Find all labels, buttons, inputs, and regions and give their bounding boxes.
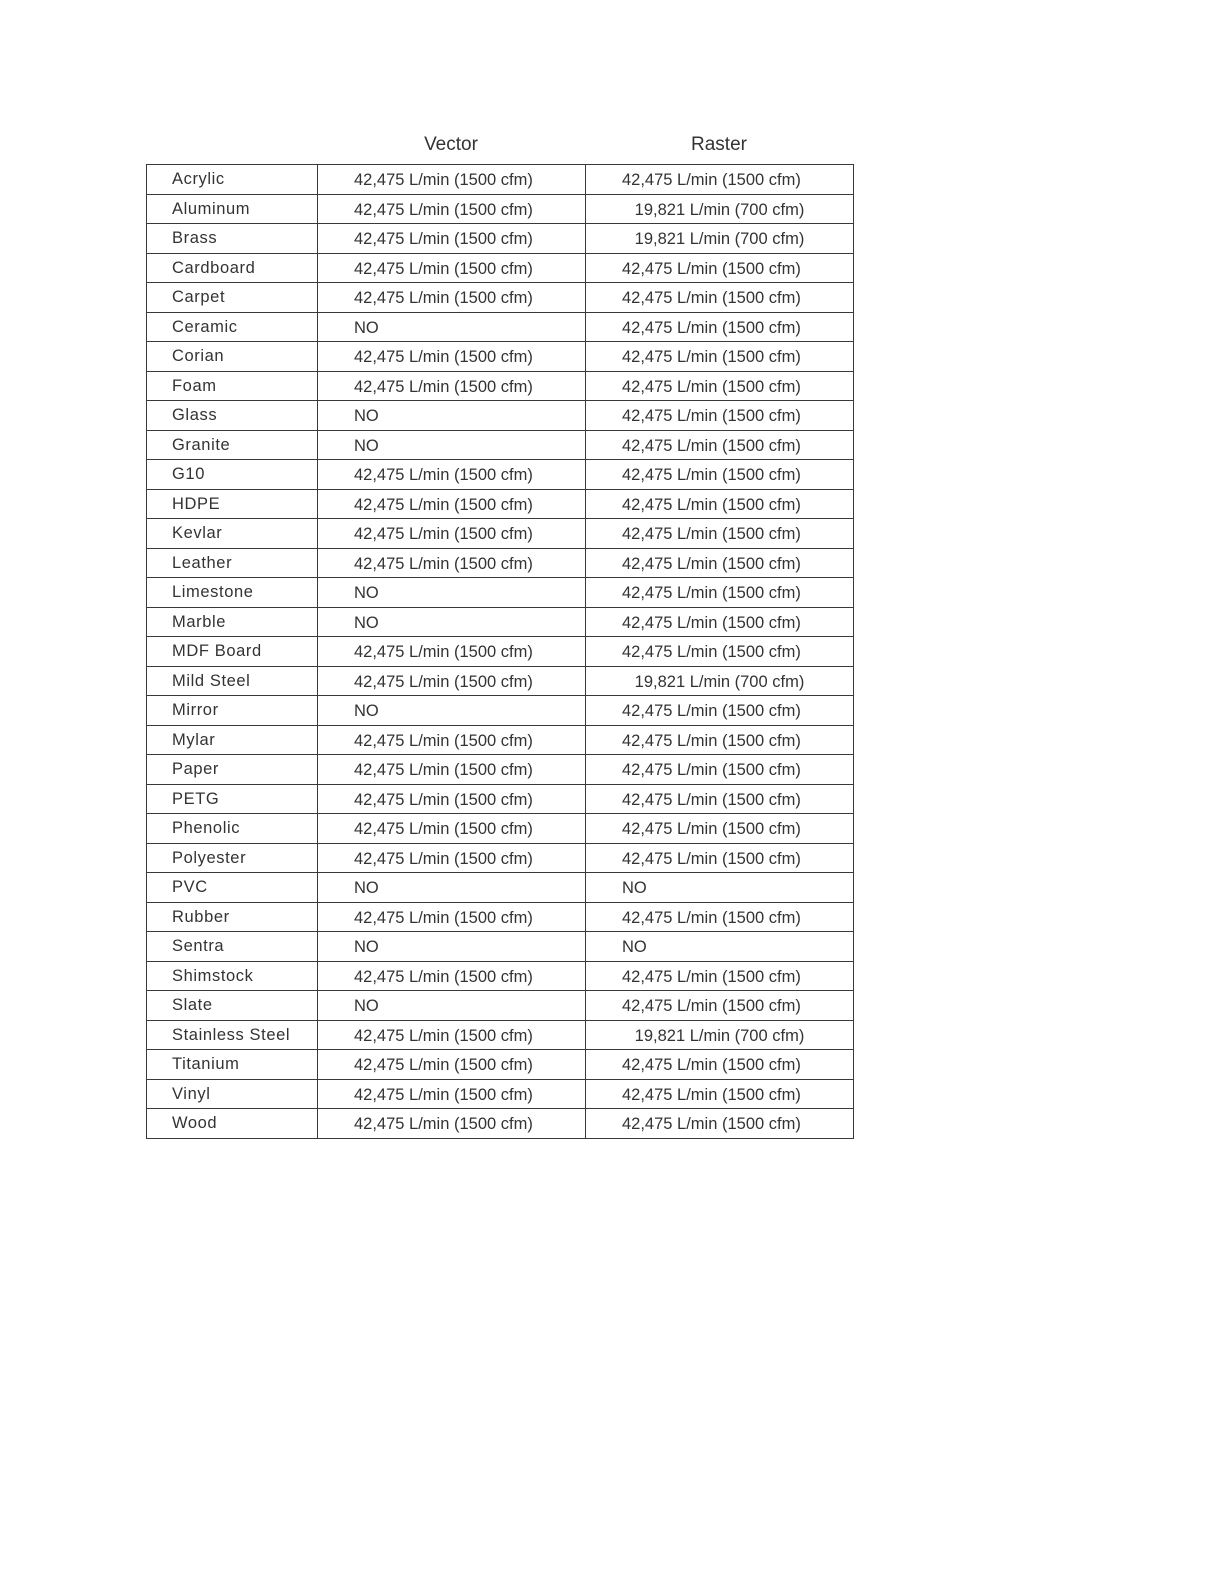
vector-cell: NO	[318, 607, 586, 637]
vector-cell: 42,475 L/min (1500 cfm)	[318, 548, 586, 578]
raster-cell: 42,475 L/min (1500 cfm)	[586, 165, 854, 195]
table-row	[147, 312, 854, 342]
table-row	[147, 1079, 854, 1109]
table-row	[147, 371, 854, 401]
table-row	[147, 1050, 854, 1080]
raster-cell: 42,475 L/min (1500 cfm)	[586, 1050, 854, 1080]
table-row	[147, 1109, 854, 1139]
material-cell: Foam	[147, 371, 318, 401]
raster-cell: 42,475 L/min (1500 cfm)	[586, 401, 854, 431]
material-cell: Mild Steel	[147, 666, 318, 696]
raster-cell: 42,475 L/min (1500 cfm)	[586, 283, 854, 313]
vector-cell: 42,475 L/min (1500 cfm)	[318, 725, 586, 755]
vector-cell: NO	[318, 873, 586, 903]
material-cell: Carpet	[147, 283, 318, 313]
table-row	[147, 342, 854, 372]
table-row	[147, 578, 854, 608]
raster-cell: 42,475 L/min (1500 cfm)	[586, 489, 854, 519]
vector-cell: 42,475 L/min (1500 cfm)	[318, 843, 586, 873]
raster-cell: 42,475 L/min (1500 cfm)	[586, 961, 854, 991]
vector-cell: 42,475 L/min (1500 cfm)	[318, 460, 586, 490]
vector-cell: NO	[318, 932, 586, 962]
column-header-vector: Vector	[424, 134, 478, 155]
material-cell: Leather	[147, 548, 318, 578]
vector-cell: 42,475 L/min (1500 cfm)	[318, 371, 586, 401]
material-cell: Mirror	[147, 696, 318, 726]
raster-cell: 42,475 L/min (1500 cfm)	[586, 578, 854, 608]
vector-cell: 42,475 L/min (1500 cfm)	[318, 784, 586, 814]
table-row	[147, 725, 854, 755]
vector-cell: 42,475 L/min (1500 cfm)	[318, 342, 586, 372]
material-cell: Phenolic	[147, 814, 318, 844]
vector-cell: 42,475 L/min (1500 cfm)	[318, 666, 586, 696]
table-row	[147, 814, 854, 844]
table-row	[147, 224, 854, 254]
raster-cell: 42,475 L/min (1500 cfm)	[586, 814, 854, 844]
material-cell: Polyester	[147, 843, 318, 873]
raster-cell: 42,475 L/min (1500 cfm)	[586, 755, 854, 785]
vector-cell: 42,475 L/min (1500 cfm)	[318, 1050, 586, 1080]
material-cell: Glass	[147, 401, 318, 431]
raster-cell: 42,475 L/min (1500 cfm)	[586, 843, 854, 873]
raster-cell: 42,475 L/min (1500 cfm)	[586, 548, 854, 578]
material-cell: Slate	[147, 991, 318, 1021]
material-cell: Aluminum	[147, 194, 318, 224]
raster-cell: 42,475 L/min (1500 cfm)	[586, 696, 854, 726]
vector-cell: 42,475 L/min (1500 cfm)	[318, 519, 586, 549]
raster-cell: 42,475 L/min (1500 cfm)	[586, 253, 854, 283]
material-cell: MDF Board	[147, 637, 318, 667]
vector-cell: 42,475 L/min (1500 cfm)	[318, 253, 586, 283]
material-cell: Corian	[147, 342, 318, 372]
raster-cell: 42,475 L/min (1500 cfm)	[586, 1109, 854, 1139]
raster-cell: 19,821 L/min (700 cfm)	[586, 1020, 854, 1050]
table-row	[147, 460, 854, 490]
raster-cell: 19,821 L/min (700 cfm)	[586, 224, 854, 254]
airflow-table-body	[147, 165, 854, 1139]
raster-cell: 19,821 L/min (700 cfm)	[586, 666, 854, 696]
table-row	[147, 165, 854, 195]
material-cell: Sentra	[147, 932, 318, 962]
raster-cell: 42,475 L/min (1500 cfm)	[586, 371, 854, 401]
raster-cell: 42,475 L/min (1500 cfm)	[586, 312, 854, 342]
vector-cell: 42,475 L/min (1500 cfm)	[318, 1109, 586, 1139]
table-row	[147, 637, 854, 667]
raster-cell: 42,475 L/min (1500 cfm)	[586, 460, 854, 490]
material-cell: Paper	[147, 755, 318, 785]
material-cell: PVC	[147, 873, 318, 903]
material-cell: Mylar	[147, 725, 318, 755]
vector-cell: 42,475 L/min (1500 cfm)	[318, 1079, 586, 1109]
table-row	[147, 991, 854, 1021]
vector-cell: 42,475 L/min (1500 cfm)	[318, 224, 586, 254]
raster-cell: 42,475 L/min (1500 cfm)	[586, 607, 854, 637]
table-row	[147, 666, 854, 696]
raster-cell: 42,475 L/min (1500 cfm)	[586, 430, 854, 460]
airflow-table	[146, 164, 854, 1139]
vector-cell: 42,475 L/min (1500 cfm)	[318, 1020, 586, 1050]
table-row	[147, 784, 854, 814]
vector-cell: 42,475 L/min (1500 cfm)	[318, 755, 586, 785]
table-row	[147, 873, 854, 903]
material-cell: HDPE	[147, 489, 318, 519]
vector-cell: NO	[318, 401, 586, 431]
vector-cell: 42,475 L/min (1500 cfm)	[318, 489, 586, 519]
vector-cell: 42,475 L/min (1500 cfm)	[318, 283, 586, 313]
raster-cell: 42,475 L/min (1500 cfm)	[586, 991, 854, 1021]
table-row	[147, 1020, 854, 1050]
material-cell: Acrylic	[147, 165, 318, 195]
vector-cell: 42,475 L/min (1500 cfm)	[318, 637, 586, 667]
material-cell: Cardboard	[147, 253, 318, 283]
vector-cell: 42,475 L/min (1500 cfm)	[318, 814, 586, 844]
material-cell: Marble	[147, 607, 318, 637]
vector-cell: 42,475 L/min (1500 cfm)	[318, 902, 586, 932]
vector-cell: 42,475 L/min (1500 cfm)	[318, 194, 586, 224]
raster-cell: NO	[586, 932, 854, 962]
material-cell: Stainless Steel	[147, 1020, 318, 1050]
raster-cell: 42,475 L/min (1500 cfm)	[586, 784, 854, 814]
column-header-raster: Raster	[691, 134, 747, 155]
table-row	[147, 843, 854, 873]
table-row	[147, 607, 854, 637]
raster-cell: 42,475 L/min (1500 cfm)	[586, 519, 854, 549]
column-header-row	[146, 130, 853, 160]
material-cell: Rubber	[147, 902, 318, 932]
material-cell: Limestone	[147, 578, 318, 608]
raster-cell: 42,475 L/min (1500 cfm)	[586, 725, 854, 755]
material-cell: G10	[147, 460, 318, 490]
material-cell: Titanium	[147, 1050, 318, 1080]
table-row	[147, 755, 854, 785]
material-cell: Brass	[147, 224, 318, 254]
table-row	[147, 548, 854, 578]
vector-cell: NO	[318, 312, 586, 342]
table-row	[147, 902, 854, 932]
table-row	[147, 401, 854, 431]
material-cell: Kevlar	[147, 519, 318, 549]
raster-cell: 42,475 L/min (1500 cfm)	[586, 1079, 854, 1109]
raster-cell: NO	[586, 873, 854, 903]
table-row	[147, 430, 854, 460]
table-row	[147, 519, 854, 549]
material-cell: Granite	[147, 430, 318, 460]
raster-cell: 42,475 L/min (1500 cfm)	[586, 637, 854, 667]
vector-cell: NO	[318, 430, 586, 460]
raster-cell: 19,821 L/min (700 cfm)	[586, 194, 854, 224]
material-cell: Ceramic	[147, 312, 318, 342]
vector-cell: NO	[318, 991, 586, 1021]
vector-cell: NO	[318, 578, 586, 608]
table-row	[147, 283, 854, 313]
table-row	[147, 253, 854, 283]
material-cell: Wood	[147, 1109, 318, 1139]
table-row	[147, 961, 854, 991]
vector-cell: 42,475 L/min (1500 cfm)	[318, 165, 586, 195]
table-row	[147, 932, 854, 962]
table-row	[147, 696, 854, 726]
raster-cell: 42,475 L/min (1500 cfm)	[586, 342, 854, 372]
vector-cell: NO	[318, 696, 586, 726]
table-row	[147, 489, 854, 519]
table-row	[147, 194, 854, 224]
material-cell: Vinyl	[147, 1079, 318, 1109]
raster-cell: 42,475 L/min (1500 cfm)	[586, 902, 854, 932]
material-cell: Shimstock	[147, 961, 318, 991]
material-cell: PETG	[147, 784, 318, 814]
vector-cell: 42,475 L/min (1500 cfm)	[318, 961, 586, 991]
